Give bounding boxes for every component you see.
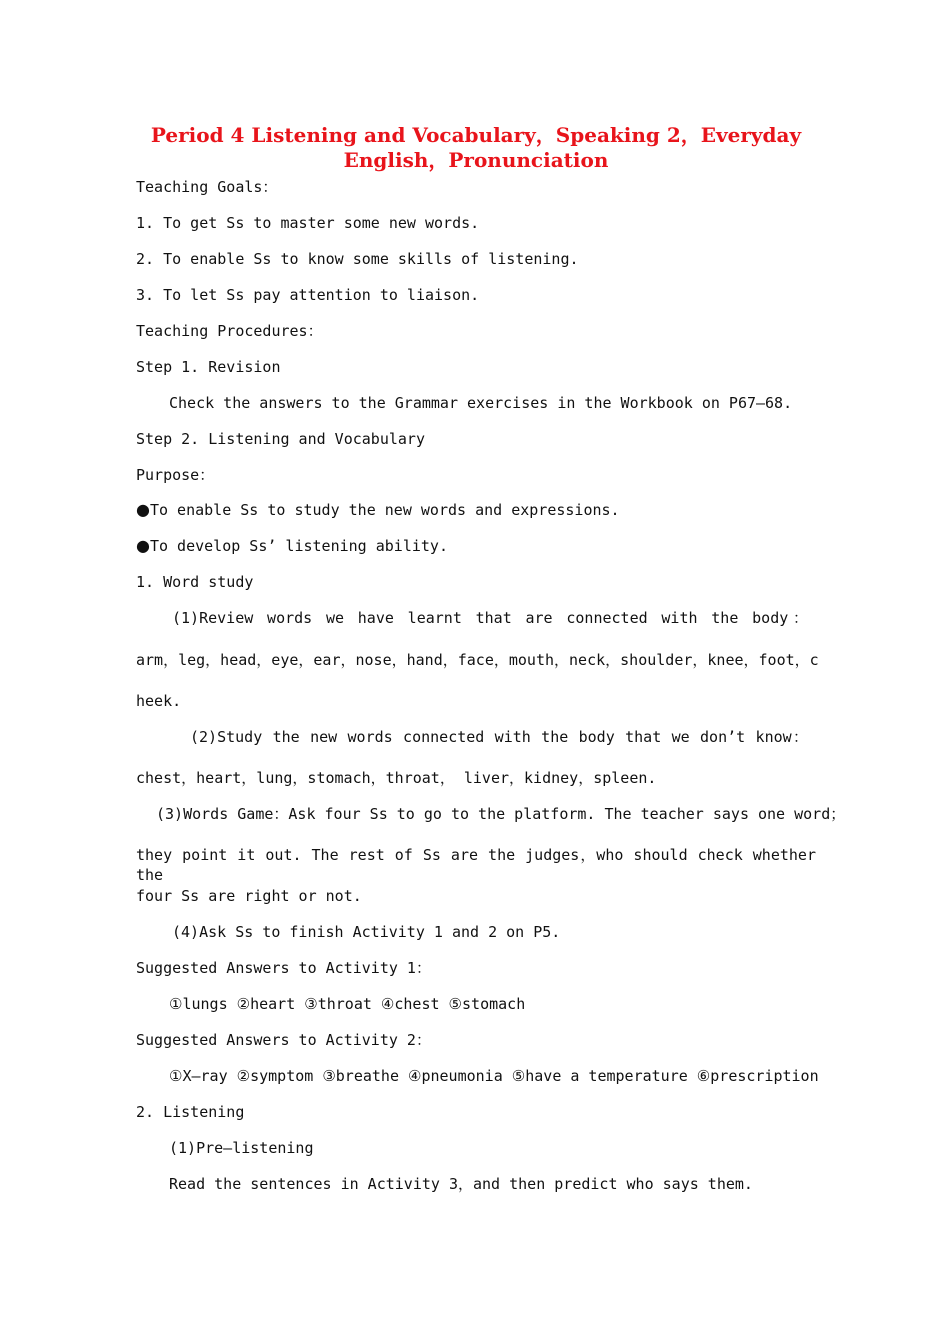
purpose-item	[136, 536, 826, 556]
bullet-icon: ●	[136, 500, 150, 519]
answers-2: ①X—ray ②symptom ③breathe ④pneumonia ⑤have a temperature ⑥prescription	[169, 1067, 819, 1085]
word-study-item-1: (1)Review words we have learnt that are connected with the body：	[172, 609, 808, 627]
pre-listening-text: Read the sentences in Activity 3，and then predict who says them.	[169, 1175, 753, 1193]
goals-heading: Teaching Goals：	[136, 178, 278, 196]
word-study-item-4: (4)Ask Ss to finish Activity 1 and 2 on P5.	[172, 923, 561, 941]
answers-1: ①lungs ②heart ③throat ④chest ⑤stomach	[169, 995, 526, 1013]
word-study-item-1-words-cont: heek.	[136, 692, 182, 710]
purpose-label: Purpose：	[136, 466, 215, 484]
step1-text: Check the answers to the Grammar exercises in the Workbook on P67—68.	[169, 394, 793, 412]
goal-item: 1. To get Ss to master some new words.	[136, 214, 480, 232]
word-study-item-2: (2)Study the new words connected with the body that we don’t know：	[190, 728, 808, 746]
goal-item: 3. To let Ss pay attention to liaison.	[136, 286, 480, 304]
purpose-text: To develop Ss’ listening ability.	[149, 537, 448, 555]
bullet-icon: ●	[136, 536, 150, 555]
word-study-item-3-cont: they point it out. The rest of Ss are the judges，who should check whether the	[136, 846, 816, 884]
pre-listening-heading: (1)Pre—listening	[169, 1139, 314, 1157]
procedures-heading: Teaching Procedures：	[136, 322, 323, 340]
listening-heading: 2. Listening	[136, 1103, 245, 1121]
document-title: Period 4 Listening and Vocabulary，Speaking 2，Everyday English，Pronunciation	[150, 123, 802, 172]
answers-1-heading: Suggested Answers to Activity 1：	[136, 959, 431, 977]
purpose-item	[136, 500, 826, 520]
word-study-heading: 1. Word study	[136, 573, 254, 591]
word-study-item-2-words: chest，heart，lung，stomach，throat， liver，kidney，spleen.	[136, 769, 657, 787]
word-study-item-3: (3)Words Game：Ask four Ss to go to the platform. The teacher says one word；	[156, 805, 846, 823]
purpose-text: To enable Ss to study the new words and expressions.	[149, 501, 620, 519]
step1-heading: Step 1. Revision	[136, 358, 281, 376]
word-study-item-3-end: four Ss are right or not.	[136, 887, 362, 905]
goal-item: 2. To enable Ss to know some skills of listening.	[136, 250, 579, 268]
word-study-item-1-words: arm，leg，head，eye，ear，nose，hand，face，mouth，neck，shoulder，knee，foot，c	[136, 651, 819, 669]
answers-2-heading: Suggested Answers to Activity 2：	[136, 1031, 431, 1049]
step2-heading: Step 2. Listening and Vocabulary	[136, 430, 425, 448]
